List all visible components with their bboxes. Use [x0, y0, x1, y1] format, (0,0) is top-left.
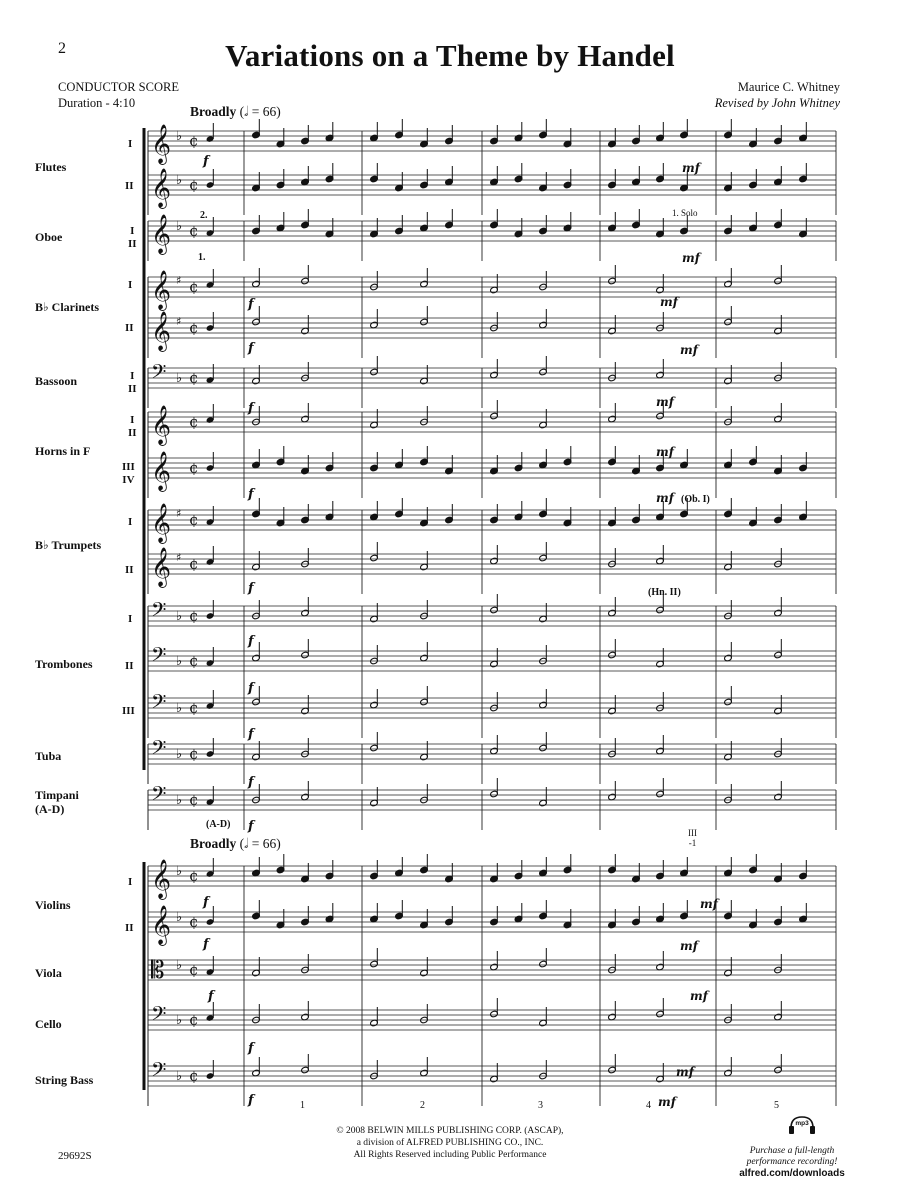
- part-label: III: [122, 705, 135, 717]
- measure-number: 5: [774, 1100, 779, 1111]
- flat-icon: ♭: [176, 371, 183, 386]
- cut-time-icon: ¢: [189, 413, 199, 431]
- flat-icon: ♭: [176, 793, 183, 808]
- instrument-label-horns: Horns in F: [35, 444, 91, 458]
- dynamic-forte: f: [203, 154, 209, 169]
- instrument-label-oboe: Oboe: [35, 230, 63, 244]
- part-label: II: [125, 564, 134, 576]
- dynamic-forte: f: [248, 634, 254, 649]
- flat-icon: ♭: [176, 958, 183, 973]
- duration-label: Duration - 4:10: [58, 96, 136, 110]
- dynamic-mezzo-forte: mf: [680, 939, 698, 953]
- part-label: I: [128, 876, 133, 888]
- flat-icon: ♭: [176, 173, 183, 188]
- clef-icon: 𝄞: [151, 405, 172, 445]
- cut-time-icon: ¢: [189, 555, 199, 573]
- timpani-tuning: (A-D): [206, 819, 231, 830]
- flat-icon: ♭: [176, 1069, 183, 1084]
- clef-icon: 𝄞: [151, 168, 172, 208]
- dynamic-mezzo-forte: mf: [690, 989, 708, 1003]
- flat-icon: ♭: [176, 910, 183, 925]
- downloads-link[interactable]: alfred.com/downloads: [739, 1168, 845, 1179]
- dynamic-mezzo-forte: mf: [682, 251, 700, 265]
- part-label: III IV: [122, 461, 135, 486]
- flat-icon: ♭: [176, 654, 183, 669]
- cut-time-icon: ¢: [189, 132, 199, 150]
- clef-icon: 𝄞: [151, 124, 172, 164]
- dynamic-forte: f: [248, 775, 254, 790]
- instrument-label-flutes: Flutes: [35, 160, 67, 174]
- dynamic-mezzo-forte: mf: [656, 395, 674, 409]
- dynamic-forte: f: [248, 581, 254, 596]
- clef-icon: 𝄞: [151, 451, 172, 491]
- dynamic-mezzo-forte: mf: [656, 491, 674, 505]
- clef-icon: 𝄞: [151, 503, 172, 543]
- flat-icon: ♭: [176, 609, 183, 624]
- cut-time-icon: ¢: [189, 652, 199, 670]
- clef-icon: 𝄢: [151, 782, 167, 810]
- instrument-label-timpani: Timpani (A-D): [35, 788, 79, 816]
- metronome-mark: (𝅗𝅥 = 66): [239, 104, 281, 119]
- tempo-word: Broadly: [190, 104, 237, 119]
- flat-icon: ♭: [176, 747, 183, 762]
- dynamic-mezzo-forte: mf: [658, 1095, 676, 1109]
- measure-number: 3: [538, 1100, 543, 1111]
- tempo-word: Broadly: [190, 836, 237, 851]
- part-label: II: [125, 322, 134, 334]
- reviser-name: Revised by John Whitney: [714, 96, 840, 110]
- instrument-label-clarinets: B♭ Clarinets: [35, 300, 99, 314]
- oboe-part-two: 2.: [200, 210, 208, 221]
- mp3-label: mp3: [795, 1120, 809, 1127]
- recording-promo: [722, 1120, 862, 1179]
- cut-time-icon: ¢: [189, 222, 199, 240]
- clef-icon: 𝄢: [151, 690, 167, 718]
- dynamic-forte: f: [208, 989, 214, 1004]
- measure-number: 2: [420, 1100, 425, 1111]
- cut-time-icon: ¢: [189, 369, 199, 387]
- instrument-label-trumpets: B♭ Trumpets: [35, 538, 102, 552]
- part-label: II: [125, 660, 134, 672]
- dynamic-forte: f: [248, 681, 254, 696]
- clef-icon: 𝄢: [151, 598, 167, 626]
- sharp-icon: ♯: [176, 551, 182, 564]
- cut-time-icon: ¢: [189, 699, 199, 717]
- clef-icon: 𝄞: [151, 270, 172, 310]
- dynamic-mezzo-forte: mf: [700, 897, 718, 911]
- clef-icon: 𝄢: [151, 736, 167, 764]
- dynamic-mezzo-forte: mf: [676, 1065, 694, 1079]
- instrument-label-violins: Violins: [35, 898, 71, 912]
- cut-time-icon: ¢: [189, 961, 199, 979]
- cut-time-icon: ¢: [189, 867, 199, 885]
- cut-time-icon: ¢: [189, 319, 199, 337]
- instrument-label-cello: Cello: [35, 1017, 62, 1031]
- clef-icon: 𝄡: [151, 956, 165, 984]
- dynamic-mezzo-forte: mf: [680, 343, 698, 357]
- measure-number: 4: [646, 1100, 651, 1111]
- copyright-line: All Rights Reserved including Public Performance: [353, 1150, 547, 1160]
- dynamic-forte: f: [248, 297, 254, 312]
- part-label: I II: [128, 414, 137, 439]
- sharp-icon: ♯: [176, 315, 182, 328]
- clef-icon: 𝄢: [151, 1002, 167, 1030]
- cut-time-icon: ¢: [189, 1011, 199, 1029]
- part-label: II: [125, 922, 134, 934]
- dynamic-forte: f: [248, 1041, 254, 1056]
- copyright-line: © 2008 BELWIN MILLS PUBLISHING CORP. (ASCAP),: [336, 1126, 564, 1136]
- clef-icon: 𝄞: [151, 214, 172, 254]
- cut-time-icon: ¢: [189, 176, 199, 194]
- cut-time-icon: ¢: [189, 1067, 199, 1085]
- sharp-icon: ♯: [176, 274, 182, 287]
- clef-icon: 𝄞: [151, 547, 172, 587]
- flat-icon: ♭: [176, 864, 183, 879]
- copyright-line: a division of ALFRED PUBLISHING CO., INC.: [356, 1138, 544, 1148]
- clefs: [151, 124, 199, 1086]
- part-label: I II: [128, 370, 137, 395]
- clef-icon: 𝄢: [151, 1058, 167, 1086]
- flat-icon: ♭: [176, 701, 183, 716]
- promo-line: performance recording!: [746, 1157, 838, 1167]
- dynamic-mezzo-forte: mf: [656, 445, 674, 459]
- page-title: Variations on a Theme by Handel: [225, 38, 675, 73]
- cut-time-icon: ¢: [189, 913, 199, 931]
- conductor-score-label: CONDUCTOR SCORE: [58, 80, 179, 94]
- barlines: [144, 128, 836, 1106]
- dynamic-forte: f: [248, 727, 254, 742]
- clef-icon: 𝄞: [151, 859, 172, 899]
- dynamic-mezzo-forte: mf: [682, 161, 700, 175]
- part-label: I II: [128, 225, 137, 250]
- catalog-number: 29692S: [58, 1150, 92, 1162]
- solo-annotation: 1. Solo: [672, 208, 698, 218]
- clef-icon: 𝄞: [151, 905, 172, 945]
- flat-icon: ♭: [176, 1013, 183, 1028]
- instrument-label-bassoon: Bassoon: [35, 374, 78, 388]
- notes: [206, 119, 808, 1083]
- oboe-part-one: 1.: [198, 252, 206, 263]
- part-label: I: [128, 516, 133, 528]
- dynamic-forte: f: [248, 401, 254, 416]
- promo-line: Purchase a full-length: [749, 1146, 835, 1156]
- part-label: I: [128, 279, 133, 291]
- part-label: I: [128, 613, 133, 625]
- flat-icon: ♭: [176, 129, 183, 144]
- cut-time-icon: ¢: [189, 511, 199, 529]
- clef-icon: 𝄢: [151, 643, 167, 671]
- dynamic-forte: f: [248, 819, 254, 834]
- instrument-label-string-bass: String Bass: [35, 1073, 94, 1087]
- cut-time-icon: ¢: [189, 745, 199, 763]
- cut-time-icon: ¢: [189, 607, 199, 625]
- sharp-icon: ♯: [176, 507, 182, 520]
- clef-icon: 𝄢: [151, 360, 167, 388]
- instrument-label-viola: Viola: [35, 966, 62, 980]
- part-label: I: [128, 138, 133, 150]
- clef-icon: 𝄞: [151, 311, 172, 351]
- cut-time-icon: ¢: [189, 459, 199, 477]
- instrument-label-trombones: Trombones: [35, 657, 93, 671]
- flat-icon: ♭: [176, 219, 183, 234]
- oboe-cue: (Ob. I): [681, 494, 710, 505]
- cut-time-icon: ¢: [189, 791, 199, 809]
- cut-time-icon: ¢: [189, 278, 199, 296]
- instrument-label-tuba: Tuba: [35, 749, 62, 763]
- page-number: 2: [58, 40, 66, 57]
- dynamic-forte: f: [248, 341, 254, 356]
- copyright-notice: [300, 1125, 600, 1161]
- dynamic-forte: f: [248, 1093, 254, 1108]
- dynamic-forte: f: [203, 895, 209, 910]
- dynamic-mezzo-forte: mf: [660, 295, 678, 309]
- string-divisi: III -1: [688, 828, 697, 848]
- measure-number: 1: [300, 1100, 305, 1111]
- part-label: II: [125, 180, 134, 192]
- dynamic-forte: f: [203, 937, 209, 952]
- metronome-mark: (𝅗𝅥 = 66): [239, 836, 281, 851]
- dynamic-forte: f: [248, 487, 254, 502]
- horn-cue: (Hn. II): [648, 587, 681, 598]
- composer-name: Maurice C. Whitney: [737, 80, 840, 94]
